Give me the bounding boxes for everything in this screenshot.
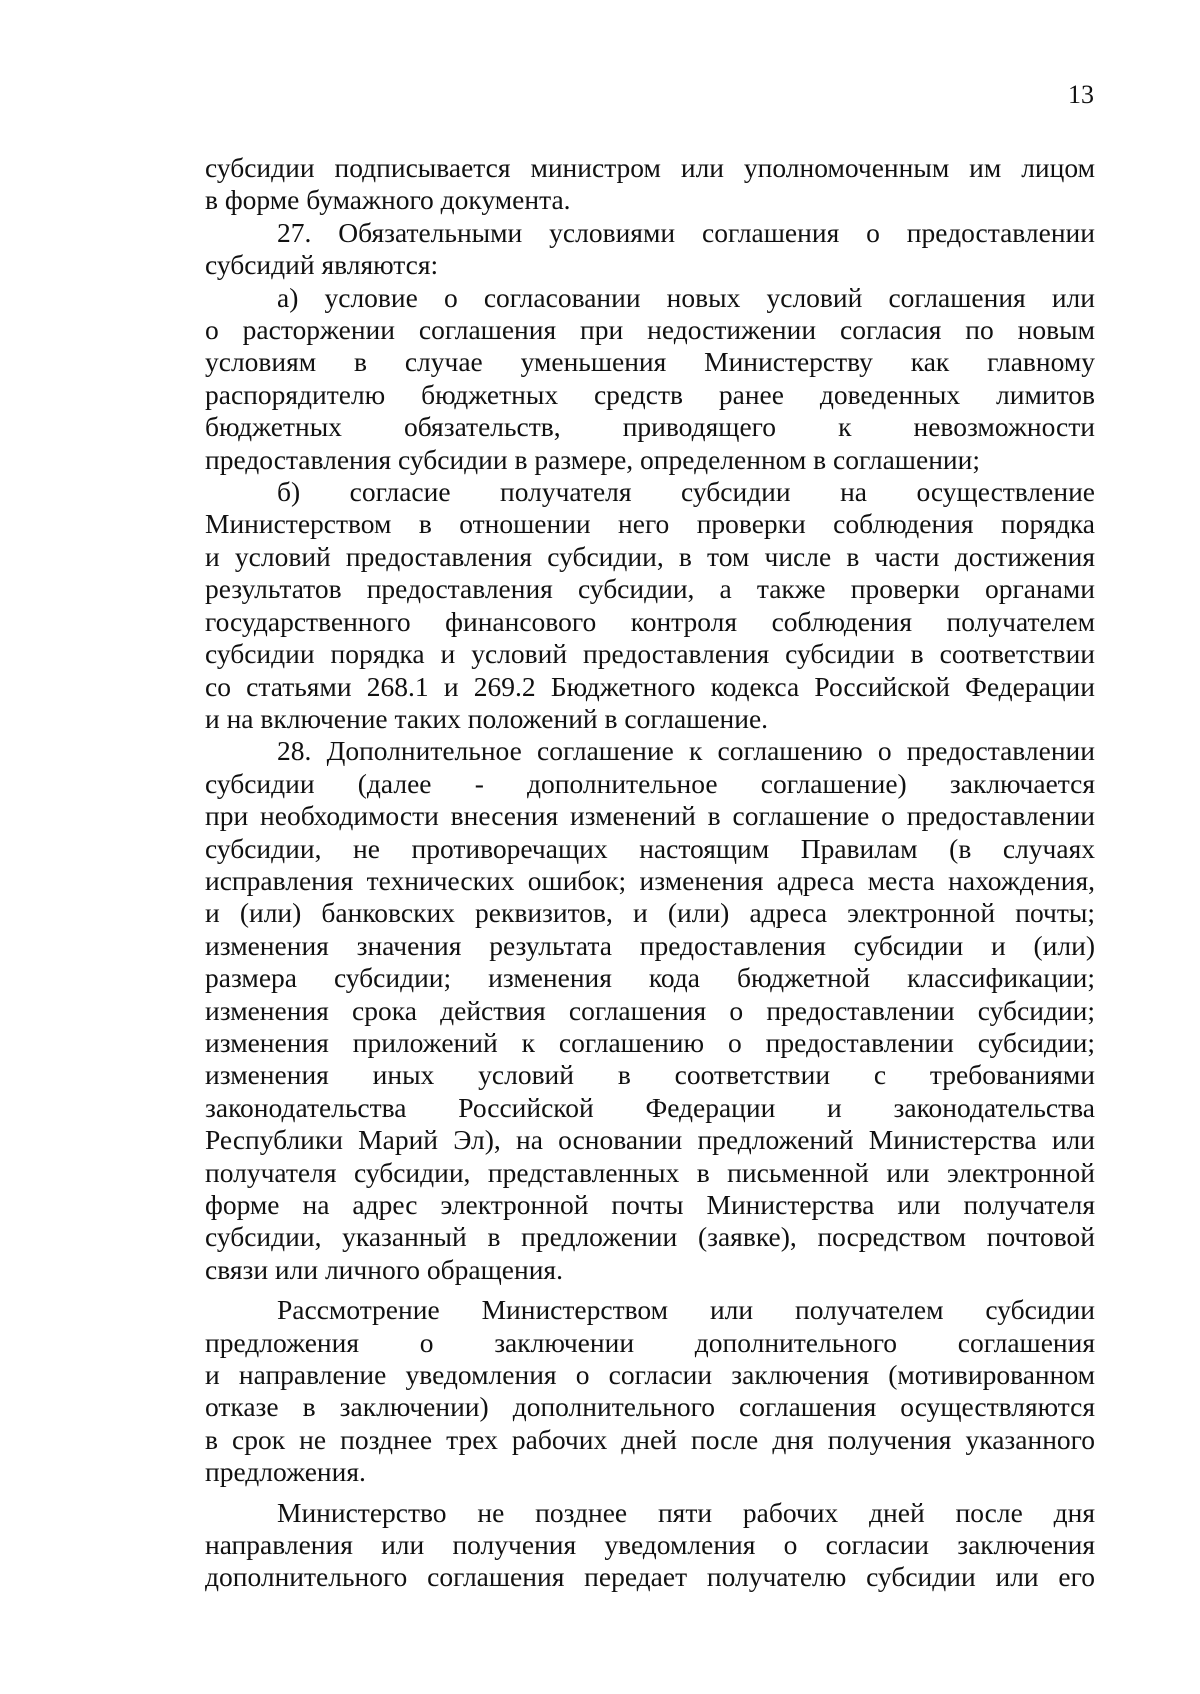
text-line: и на включение таких положений в соглашение. [205,702,769,734]
paragraph [205,1497,1095,1594]
text-line: отказе в заключении) дополнительного соглашения осуществляются [205,1391,1095,1423]
text-line: а) условие о согласовании новых условий соглашения или [277,281,1095,313]
text-line: и направление уведомления о согласии заключения (мотивированном [205,1359,1095,1391]
text-line: 27. Обязательными условиями соглашения о предоставлении [277,216,1095,248]
text-line: предоставления субсидии в размере, определенном в соглашении; [205,443,980,475]
paragraph-gap [205,1489,1095,1497]
paragraph [205,282,1095,476]
text-line: получателя субсидии, представленных в письменной или электронной [205,1156,1095,1188]
paragraph-gap [205,1286,1095,1294]
text-line: предложения. [205,1456,366,1488]
text-line: в форме бумажного документа. [205,184,571,216]
text-line: субсидий являются: [205,249,439,281]
text-line: исправления технических ошибок; изменения адреса места нахождения, [205,864,1095,896]
text-line: изменения приложений к соглашению о предоставлении субсидии; [205,1026,1095,1058]
text-line: при необходимости внесения изменений в соглашение о предоставлении [205,800,1095,832]
text-line: форме на адрес электронной почты Министерства или получателя [205,1189,1095,1220]
text-line: субсидии (далее - дополнительное соглашение) заключается [205,767,1095,799]
text-line: со статьями 268.1 и 269.2 Бюджетного кодекса Российской Федерации [205,670,1095,702]
text-line: результатов предоставления субсидии, а также проверки органами [205,573,1095,605]
text-line: Министерством в отношении него проверки соблюдения порядка [205,508,1095,540]
text-line: изменения срока действия соглашения о предоставлении субсидии; [205,994,1095,1026]
page-number: 13 [1068,80,1094,109]
text-line: связи или личного обращения. [205,1253,563,1285]
text-line: в срок не позднее трех рабочих дней после дня получения указанного [205,1423,1095,1455]
paragraph [205,217,1095,282]
text-line: изменения иных условий в соответствии с требованиями [205,1059,1095,1091]
paragraph [205,152,1095,217]
text-line: законодательства Российской Федерации и законодательства [205,1091,1095,1123]
document-body [205,152,1095,1594]
text-line: субсидии, указанный в предложении (заявке), посредством почтовой [205,1221,1095,1253]
text-line: размера субсидии; изменения кода бюджетной классификации; [205,962,1095,994]
text-line: условиям в случае уменьшения Министерству как главному [205,346,1095,378]
text-line: Рассмотрение Министерством или получателем субсидии [277,1294,1095,1326]
text-line: дополнительного соглашения передает получателю субсидии или его [205,1561,1095,1593]
text-line: субсидии порядка и условий предоставления субсидии в соответствии [205,638,1095,670]
text-line: Министерство не позднее пяти рабочих дней после дня [277,1496,1095,1528]
text-line: б) согласие получателя субсидии на осуществление [277,476,1095,508]
text-line: 28. Дополнительное соглашение к соглашению о предоставлении [277,735,1095,767]
text-line: и условий предоставления субсидии, в том числе в части достижения [205,540,1095,572]
text-line: субсидии подписывается министром или уполномоченным им лицом [205,152,1095,183]
text-line: распорядителю бюджетных средств ранее доведенных лимитов [205,378,1095,410]
paragraph [205,476,1095,735]
text-line: и (или) банковских реквизитов, и (или) адреса электронной почты; [205,897,1095,929]
paragraph [205,1294,1095,1488]
text-line: изменения значения результата предоставления субсидии и (или) [205,929,1095,961]
text-line: государственного финансового контроля соблюдения получателем [205,605,1095,637]
text-line: субсидии, не противоречащих настоящим Правилам (в случаях [205,832,1095,864]
text-line: о расторжении соглашения при недостижении согласия по новым [205,314,1095,346]
text-line: Республики Марий Эл), на основании предложений Министерства или [205,1124,1095,1156]
paragraph [205,735,1095,1286]
text-line: предложения о заключении дополнительного соглашения [205,1326,1095,1358]
text-line: направления или получения уведомления о согласии заключения [205,1529,1095,1561]
text-line: бюджетных обязательств, приводящего к невозможности [205,411,1095,443]
